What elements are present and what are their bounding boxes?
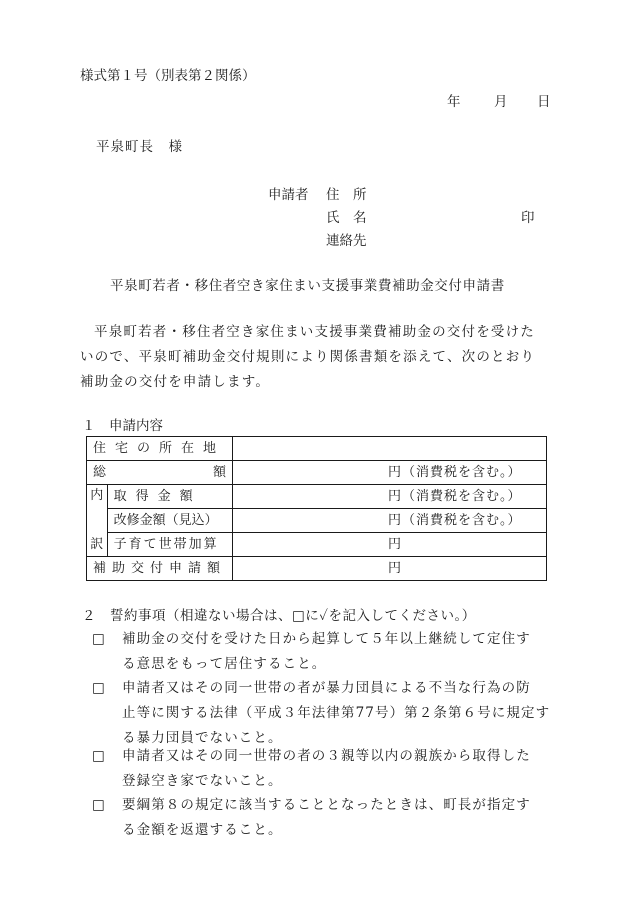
pledge-item: □ 補助金の交付を受けた日から起算して５年以上継続して定住す る意思をもって居住すること。 bbox=[92, 627, 552, 677]
seal-mark: 印 bbox=[521, 210, 535, 226]
acquisition-label: 取得金額 bbox=[107, 485, 232, 509]
table-row bbox=[87, 533, 547, 557]
applicant-label: 申請者 bbox=[268, 187, 309, 203]
checkbox-icon[interactable]: □ bbox=[92, 680, 106, 696]
renovation-label: 改修金額（見込） bbox=[107, 509, 232, 533]
body-paragraph bbox=[80, 320, 555, 395]
pledge-item: □ 申請者又はその同一世帯の者が暴力団員による不当な行為の防 止等に関する法律（平成３年法律第77号）第２条第６号に規定す る暴力団員でないこと。 bbox=[92, 676, 552, 751]
checkbox-icon[interactable]: □ bbox=[92, 631, 106, 647]
contact-label: 連絡先 bbox=[326, 233, 367, 249]
document-title: 平泉町若者・移住者空き家住まい支援事業費補助金交付申請書 bbox=[110, 278, 505, 294]
table-row bbox=[87, 509, 547, 533]
form-number: 様式第１号（別表第２関係） bbox=[80, 68, 256, 84]
table-row bbox=[87, 485, 547, 509]
date-month: 月 bbox=[494, 94, 508, 110]
table-row bbox=[87, 461, 547, 485]
addressee: 平泉町長 様 bbox=[96, 139, 183, 155]
renovation-amount[interactable]: 円（消費税を含む。） bbox=[233, 509, 547, 533]
date-year: 年 bbox=[447, 94, 461, 110]
subsidy-label: 補助交付申請額 bbox=[87, 557, 233, 581]
subsidy-amount[interactable]: 円 bbox=[233, 557, 547, 581]
pledge-item: □ 要綱第８の規定に該当することとなったときは、町長が指定す る金額を返還すること。 bbox=[92, 793, 552, 843]
body-line: 補助金の交付を申請します。 bbox=[80, 374, 271, 390]
body-line: いので、平泉町補助金交付規則により関係書類を添えて、次のとおり bbox=[80, 349, 536, 365]
address-label: 住 所 bbox=[326, 187, 367, 203]
date-day: 日 bbox=[537, 94, 551, 110]
total-amount[interactable]: 円（消費税を含む。） bbox=[233, 461, 547, 485]
checkbox-icon[interactable]: □ bbox=[92, 797, 106, 813]
location-label: 住宅の所在地 bbox=[87, 437, 233, 461]
body-line: 平泉町若者・移住者空き家住まい支援事業費補助金の交付を受けた bbox=[94, 324, 535, 340]
table-row bbox=[87, 557, 547, 581]
childcare-amount[interactable]: 円 bbox=[233, 533, 547, 557]
section2-heading: ２ 誓約事項（相違ない場合は、□に✓を記入してください。） bbox=[82, 608, 476, 624]
table-row bbox=[87, 437, 547, 461]
name-label: 氏 名 bbox=[326, 210, 367, 226]
checkbox-icon[interactable]: □ bbox=[92, 748, 106, 764]
breakdown-side-middle bbox=[87, 509, 108, 533]
breakdown-side-bottom: 訳 bbox=[87, 533, 108, 557]
application-table bbox=[86, 436, 547, 581]
breakdown-side-top: 内 bbox=[87, 485, 108, 509]
pledge-item: □ 申請者又はその同一世帯の者の３親等以内の親族から取得した 登録空き家でないこと。 bbox=[92, 744, 552, 794]
section1-heading: １ 申請内容 bbox=[82, 418, 163, 434]
acquisition-amount[interactable]: 円（消費税を含む。） bbox=[233, 485, 547, 509]
location-value[interactable] bbox=[233, 437, 547, 461]
total-label: 総 額 bbox=[87, 461, 233, 485]
childcare-label: 子育て世帯加算 bbox=[107, 533, 232, 557]
